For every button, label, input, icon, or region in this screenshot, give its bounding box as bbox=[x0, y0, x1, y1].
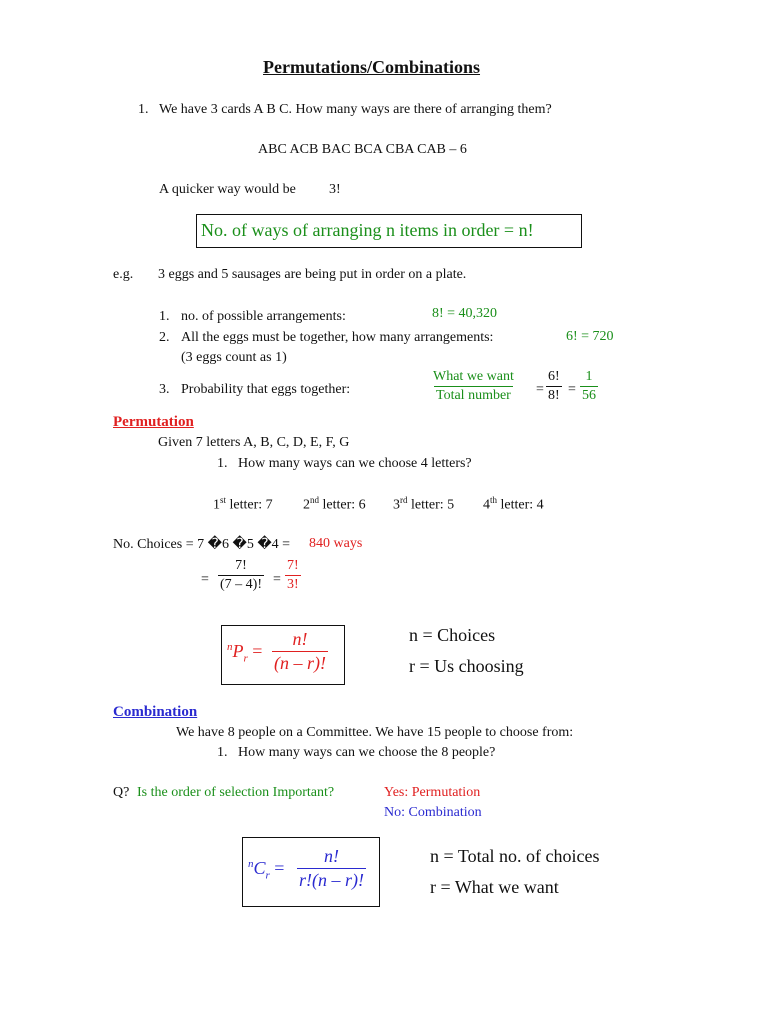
prob-fraction-result-den: 56 bbox=[582, 388, 596, 403]
example-item3-text: Probability that eggs together: bbox=[181, 382, 351, 397]
combination-formula-den: r!(n – r)! bbox=[299, 870, 364, 890]
combination-def-r: r = What we want bbox=[430, 877, 559, 897]
combination-question: How many ways can we choose the 8 people? bbox=[238, 745, 496, 760]
q1-text: We have 3 cards A B C. How many ways are there of arranging them? bbox=[159, 102, 552, 117]
permutation-question: How many ways can we choose 4 letters? bbox=[238, 456, 472, 471]
prob-eq-2: = bbox=[568, 382, 576, 397]
example-label: e.g. bbox=[113, 267, 134, 282]
rule-box-text: No. of ways of arranging n items in order = n! bbox=[201, 220, 534, 240]
example-item2-note: (3 eggs count as 1) bbox=[181, 350, 287, 365]
letter-1: 1st letter: 7 bbox=[213, 495, 273, 513]
combination-formula-fraction bbox=[297, 846, 366, 891]
example-item1-number: 1. bbox=[159, 309, 170, 324]
permutation-formula-den: (n – r)! bbox=[274, 653, 326, 673]
choices-result: 840 ways bbox=[309, 536, 363, 551]
q-text: Is the order of selection Important? bbox=[137, 785, 335, 800]
prob-fraction-factorial-num: 6! bbox=[548, 369, 560, 384]
letter-2: 2nd letter: 6 bbox=[303, 495, 366, 513]
permutation-formula-box bbox=[221, 625, 345, 685]
letter-4: 4th letter: 4 bbox=[483, 495, 544, 513]
example-item1-text: no. of possible arrangements: bbox=[181, 309, 346, 324]
perm-fraction-a-den: (7 – 4)! bbox=[220, 577, 262, 592]
perm-fraction-a bbox=[218, 558, 264, 593]
combination-formula-box bbox=[242, 837, 380, 907]
permutation-given: Given 7 letters A, B, C, D, E, F, G bbox=[158, 435, 350, 450]
perm-fraction-b-den: 3! bbox=[287, 577, 299, 592]
perm-fraction-b-num: 7! bbox=[287, 558, 299, 573]
prob-fraction-result bbox=[580, 369, 598, 404]
q1-quicker: A quicker way would be bbox=[159, 182, 296, 197]
combination-heading: Combination bbox=[113, 704, 198, 720]
permutation-def-r: r = Us choosing bbox=[409, 656, 524, 676]
example-text: 3 eggs and 5 sausages are being put in order on a plate. bbox=[158, 267, 467, 282]
prob-eq-1: = bbox=[536, 382, 544, 397]
permutation-formula-symbol: $^nP_r$ = bbox=[227, 641, 263, 665]
example-item2-answer: 6! = 720 bbox=[566, 329, 614, 344]
q1-number: 1. bbox=[138, 102, 149, 117]
q1-arrangements: ABC ACB BAC BCA CBA CAB – 6 bbox=[258, 142, 467, 157]
prob-fraction-words bbox=[431, 369, 516, 404]
prob-fraction-words-den: Total number bbox=[436, 388, 511, 403]
q-no: No: Combination bbox=[384, 805, 482, 820]
q1-quicker-value: 3! bbox=[329, 182, 341, 197]
permutation-formula-num: n! bbox=[292, 629, 308, 649]
combination-def-n: n = Total no. of choices bbox=[430, 846, 600, 866]
example-item3-number: 3. bbox=[159, 382, 170, 397]
permutation-question-number: 1. bbox=[217, 456, 228, 471]
q-yes: Yes: Permutation bbox=[384, 785, 481, 800]
permutation-def-n: n = Choices bbox=[409, 625, 496, 645]
prob-fraction-words-num: What we want bbox=[433, 369, 514, 384]
combination-formula-symbol: $^nC_r$ = bbox=[248, 858, 285, 882]
combination-formula-num: n! bbox=[324, 846, 339, 866]
combination-text: We have 8 people on a Committee. We have 15 people to choose from: bbox=[176, 725, 574, 740]
perm-fraction-b bbox=[285, 558, 301, 593]
example-item1-answer: 8! = 40,320 bbox=[432, 306, 498, 321]
perm-fraction-a-num: 7! bbox=[235, 558, 247, 573]
prob-fraction-factorial-den: 8! bbox=[548, 388, 560, 403]
example-item2-number: 2. bbox=[159, 330, 170, 345]
permutation-heading: Permutation bbox=[113, 414, 194, 430]
perm-eq-2: = bbox=[273, 572, 281, 587]
example-item2-text: All the eggs must be together, how many arrangements: bbox=[181, 330, 494, 345]
rule-box bbox=[196, 214, 582, 248]
prob-fraction-factorial bbox=[546, 369, 562, 404]
choices-label: No. Choices = 7 �6 �5 �4 = bbox=[113, 537, 291, 552]
perm-eq-1: = bbox=[201, 572, 209, 587]
combination-question-number: 1. bbox=[217, 745, 228, 760]
letter-3: 3rd letter: 5 bbox=[393, 495, 455, 513]
prob-fraction-result-num: 1 bbox=[585, 369, 593, 384]
permutation-formula-fraction bbox=[272, 629, 328, 674]
q-prefix: Q? bbox=[113, 785, 130, 800]
page-title: Permutations/Combinations bbox=[263, 57, 481, 77]
